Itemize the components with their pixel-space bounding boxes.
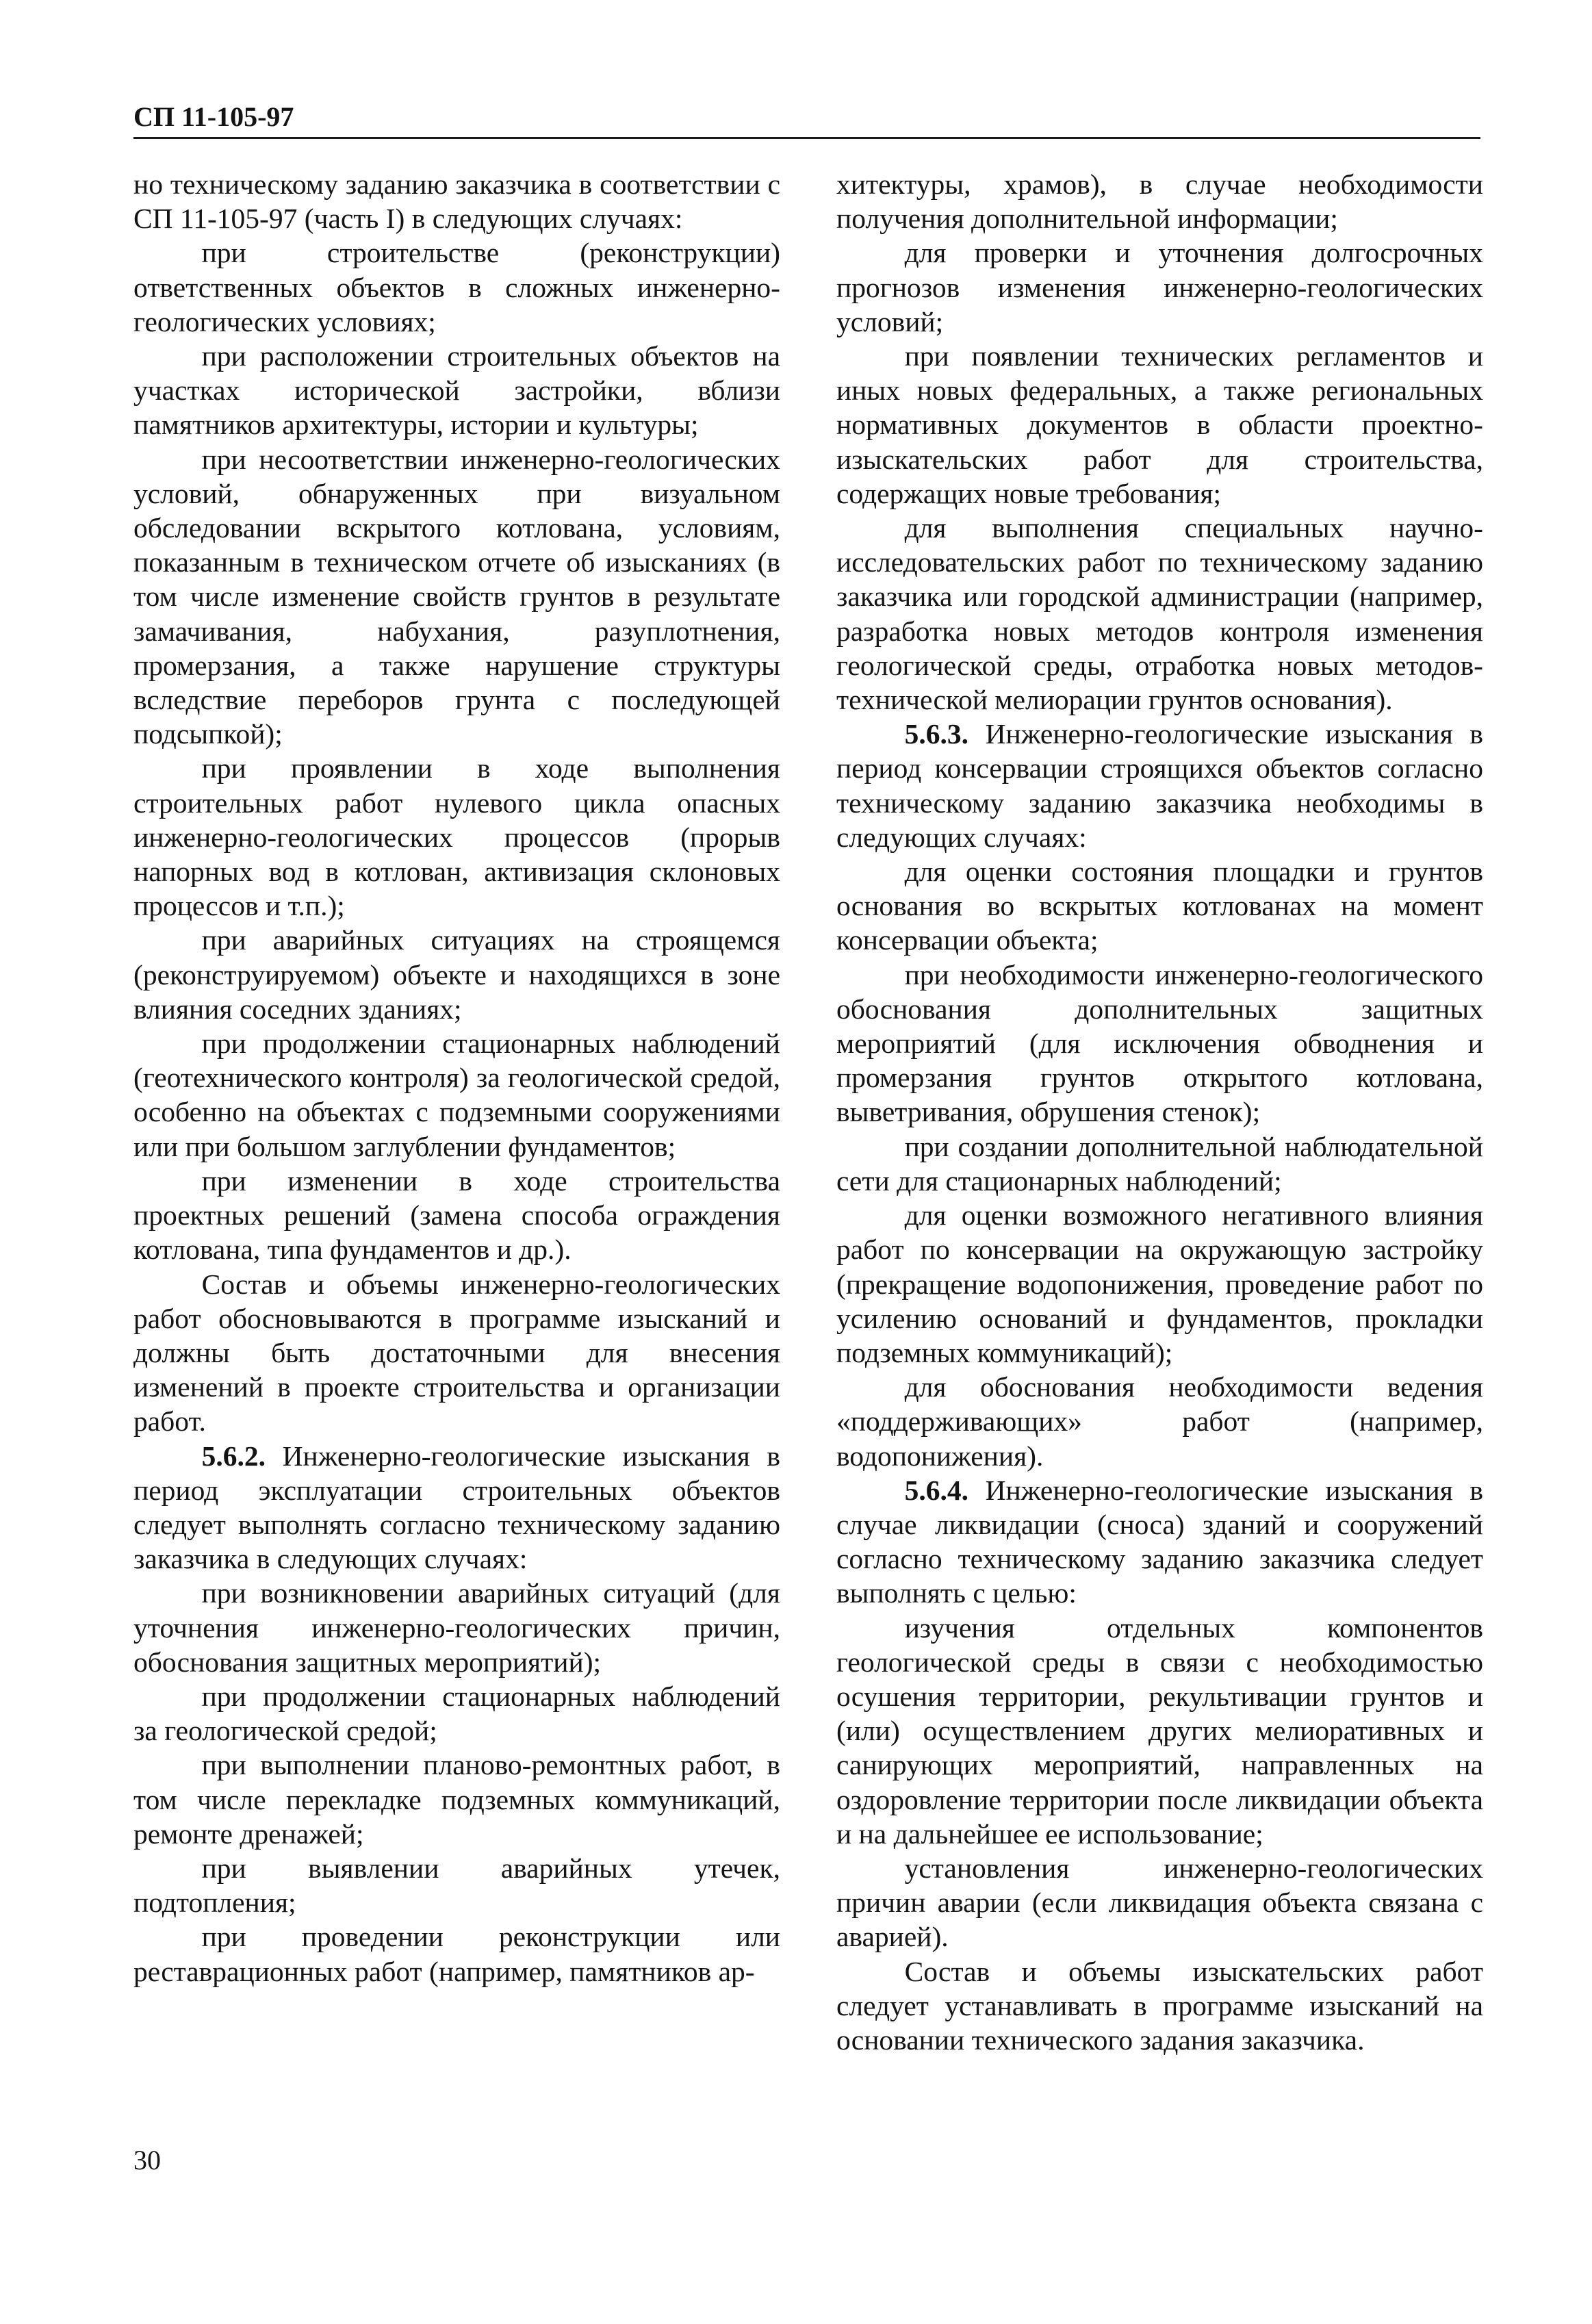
paragraph-text: при изменении в ходе строительства проектных решений (замена способа ограждения котлована, типа фундаментов и др.). xyxy=(133,1164,780,1266)
paragraph-text: но техническому заданию заказчика в соответствии с СП 11-105-97 (часть I) в следующих случаях: xyxy=(133,168,780,235)
paragraph-text: при расположении строительных объектов на участках исторической застройки, вблизи памятников архитектуры, истории и культуры; xyxy=(133,340,780,441)
list-item xyxy=(133,1164,780,1267)
paragraph-text: при появлении технических регламентов и иных новых федеральных, а также региональных нормативных документов в области проектно-изыскательских работ для строительства, содержащих новые требования; xyxy=(836,340,1483,509)
list-item xyxy=(133,235,780,339)
clause-paragraph xyxy=(836,1473,1483,1611)
list-item xyxy=(836,1370,1483,1473)
clause-paragraph xyxy=(133,1439,780,1576)
paragraph-text: для выполнения специальных научно-исследовательских работ по техническому заданию заказчика или городской администрации (например, разработка новых методов контроля изменения геологической среды, отработка новых методов-технической мелиорации грунтов основания). xyxy=(836,512,1483,716)
paragraph-text: Инженерно-геологические изыскания в период консервации строящихся объектов согласно техническому заданию заказчика необходимы в следующих случаях: xyxy=(836,718,1483,853)
paragraph-text: Инженерно-геологические изыскания в случае ликвидации (сноса) зданий и сооружений согласно техническому заданию заказчика следует выполнять с целью: xyxy=(836,1474,1483,1609)
paragraph-text: при создании дополнительной наблюдательной сети для стационарных наблюдений; xyxy=(836,1130,1483,1197)
paragraph-text: хитектуры, храмов), в случае необходимости получения дополнительной информации; xyxy=(836,168,1483,235)
continued-paragraph xyxy=(133,167,780,235)
paragraph-text: при проведении реконструкции или реставрационных работ (например, памятников ар- xyxy=(133,1921,780,1987)
list-item xyxy=(133,923,780,1026)
paragraph-text: Состав и объемы изыскательских работ следует устанавливать в программе изысканий на основании технического задания заказчика. xyxy=(836,1955,1483,2056)
paragraph-text: при возникновении аварийных ситуаций (для уточнения инженерно-геологических причин, обоснования защитных мероприятий); xyxy=(133,1577,780,1678)
paragraph-text: при строительстве (реконструкции) ответственных объектов в сложных инженерно-геологических условиях; xyxy=(133,237,780,337)
document-code: СП 11-105-97 xyxy=(133,101,294,132)
clause-paragraph xyxy=(836,717,1483,854)
page-header xyxy=(133,94,1480,139)
right-text-column xyxy=(836,167,1483,2057)
paragraph-text: при проявлении в ходе выполнения строительных работ нулевого цикла опасных инженерно-геологических процессов (прорыв напорных вод в котлован, активизация склоновых процессов и т.п.); xyxy=(133,752,780,922)
paragraph xyxy=(836,1954,1483,2058)
list-item xyxy=(133,1026,780,1164)
continued-paragraph xyxy=(836,167,1483,235)
clause-number: 5.6.3. xyxy=(904,718,968,750)
paragraph xyxy=(133,1267,780,1439)
paragraph-text: для обоснования необходимости ведения «поддерживающих» работ (например, водопонижения). xyxy=(836,1371,1483,1472)
paragraph-text: при выявлении аварийных утечек, подтопления; xyxy=(133,1852,780,1919)
list-item xyxy=(836,1129,1483,1198)
paragraph-text: для оценки состояния площадки и грунтов основания во вскрытых котлованах на момент консервации объекта; xyxy=(836,856,1483,956)
paragraph-text: Инженерно-геологические изыскания в период эксплуатации строительных объектов следует выполнять согласно техническому заданию заказчика в следующих случаях: xyxy=(133,1440,780,1575)
paragraph-text: при необходимости инженерно-геологического обоснования дополнительных защитных мероприятий (для исключения обводнения и промерзания грунтов открытого котлована, выветривания, обрушения стенок); xyxy=(836,958,1483,1128)
list-item xyxy=(836,339,1483,511)
list-item xyxy=(836,854,1483,958)
clause-number: 5.6.2. xyxy=(201,1440,266,1472)
list-item xyxy=(836,1851,1483,1954)
list-item xyxy=(836,958,1483,1129)
list-item xyxy=(836,511,1483,717)
paragraph-text: при аварийных ситуациях на строящемся (реконструируемом) объекте и находящихся в зоне влияния соседних зданиях; xyxy=(133,924,780,1025)
paragraph-text: для проверки и уточнения долгосрочных прогнозов изменения инженерно-геологических условий; xyxy=(836,237,1483,337)
page-number: 30 xyxy=(133,2145,161,2175)
paragraph-text: при несоответствии инженерно-геологических условий, обнаруженных при визуальном обследовании вскрытого котлована, условиям, показанным в техническом отчете об изысканиях (в том числе изменение свойств грунтов в результате замачивания, набухания, разуплотнения, промерзания, а также нарушение структуры вследствие переборов грунта с последующей подсыпкой); xyxy=(133,443,780,750)
paragraph-text: установления инженерно-геологических причин аварии (если ликвидация объекта связана с аварией). xyxy=(836,1852,1483,1953)
list-item xyxy=(133,1748,780,1851)
list-item xyxy=(133,339,780,442)
list-item xyxy=(836,1198,1483,1370)
list-item xyxy=(133,1576,780,1679)
list-item xyxy=(133,751,780,923)
paragraph-text: изучения отдельных компонентов геологической среды в связи с необходимостью осушения территории, рекультивации грунтов и (или) осуществлением других мелиоративных и санирующих мероприятий, направленных на оздоровление территории после ликвидации объекта и на дальнейшее ее использование; xyxy=(836,1611,1483,1850)
clause-number: 5.6.4. xyxy=(904,1474,968,1506)
left-text-column xyxy=(133,167,780,1989)
paragraph-text: при продолжении стационарных наблюдений (геотехнического контроля) за геологической средой, особенно на объектах с подземными сооружениями или при большом заглублении фундаментов; xyxy=(133,1027,780,1162)
paragraph-text: для оценки возможного негативного влияния работ по консервации на окружающую застройку (прекращение водопонижения, проведение работ по усилению оснований и фундаментов, прокладки подземных коммуникаций); xyxy=(836,1199,1483,1368)
list-item xyxy=(133,1919,780,1988)
list-item xyxy=(836,1611,1483,1851)
paragraph-text: Состав и объемы инженерно-геологических работ обосновываются в программе изысканий и должны быть достаточными для внесения изменений в проекте строительства и организации работ. xyxy=(133,1268,780,1438)
list-item xyxy=(133,1679,780,1748)
list-item xyxy=(836,235,1483,339)
paragraph-text: при продолжении стационарных наблюдений за геологической средой; xyxy=(133,1680,780,1747)
paragraph-text: при выполнении планово-ремонтных работ, в том числе перекладке подземных коммуникаций, ремонте дренажей; xyxy=(133,1749,780,1850)
list-item xyxy=(133,1851,780,1919)
list-item xyxy=(133,442,780,752)
